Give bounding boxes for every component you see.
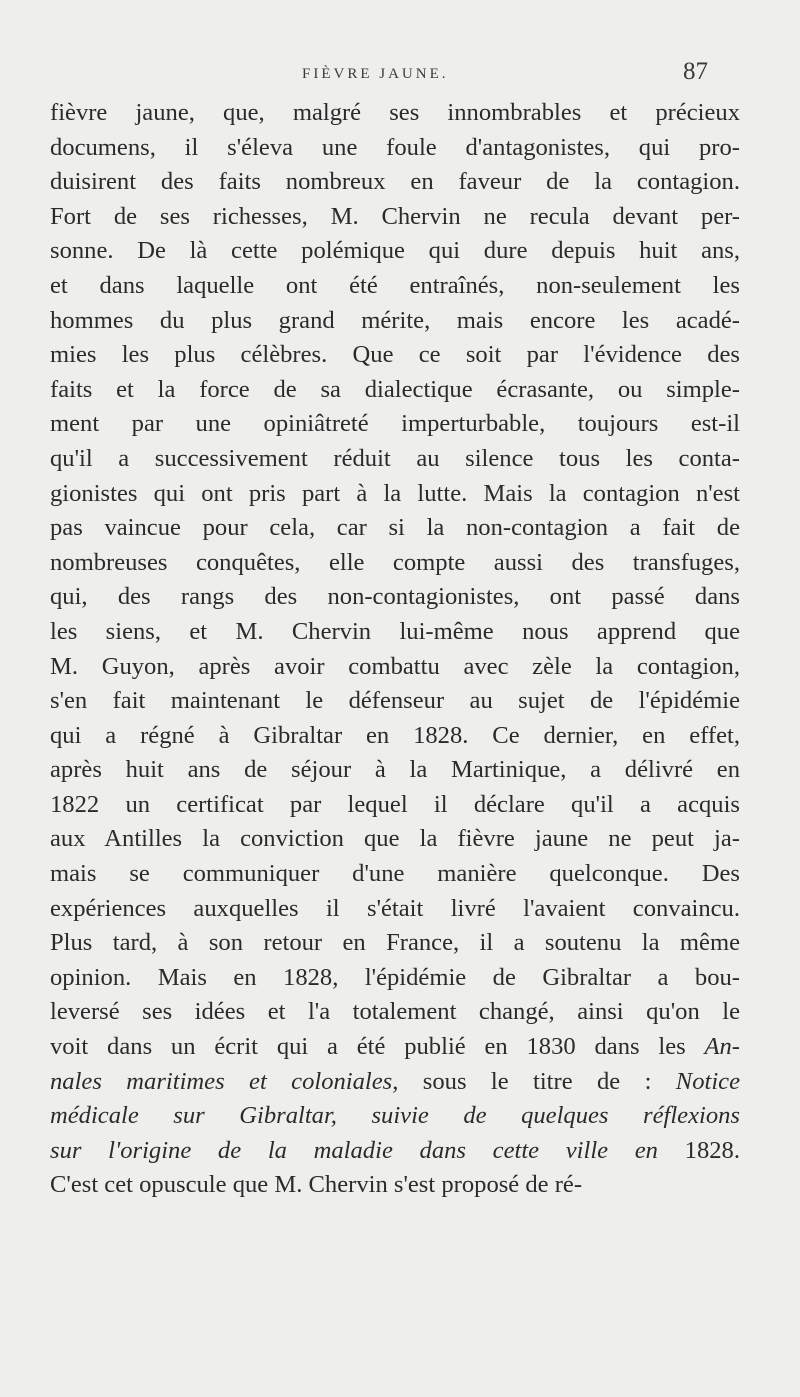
- text-line: leversé ses idées et l'a totalement changé, ainsi qu'on le: [50, 998, 740, 1026]
- text-line: qu'il a successivement réduit au silence tous les conta-: [50, 444, 740, 472]
- text-line: [50, 1065, 740, 1100]
- text-run: 1828.: [657, 1136, 740, 1164]
- italic-text-run: An-: [704, 1033, 740, 1061]
- text-line: Fort de ses richesses, M. Chervin ne recula devant per-: [50, 202, 740, 230]
- text-line: duisirent des faits nombreux en faveur de la contagion.: [50, 168, 740, 196]
- page-header: [0, 58, 800, 90]
- text-line: nombreuses conquêtes, elle compte aussi des transfuges,: [50, 548, 740, 576]
- text-line: M. Guyon, après avoir combattu avec zèle la contagion,: [50, 652, 740, 680]
- text-line: aux Antilles la conviction que la fièvre jaune ne peut ja-: [50, 825, 740, 853]
- text-line: mies les plus célèbres. Que ce soit par l'évidence des: [50, 341, 740, 369]
- text-line: qui, des rangs des non-contagionistes, ont passé dans: [50, 583, 740, 611]
- text-line: documens, il s'éleva une foule d'antagonistes, qui pro-: [50, 133, 740, 161]
- text-line: ment par une opiniâtreté imperturbable, toujours est-il: [50, 410, 740, 438]
- text-line: [50, 1030, 740, 1065]
- text-line: qui a régné à Gibraltar en 1828. Ce dernier, en effet,: [50, 721, 740, 749]
- italic-text-run: nales maritimes et coloniales,: [50, 1067, 399, 1095]
- text-line: hommes du plus grand mérite, mais encore les acadé-: [50, 306, 740, 334]
- text-line: [50, 1099, 740, 1134]
- text-line: C'est cet opuscule que M. Chervin s'est proposé de ré-: [50, 1171, 583, 1199]
- italic-text-run: sur l'origine de la maladie dans cette ville en: [50, 1136, 658, 1164]
- italic-text-run: Notice: [675, 1067, 740, 1095]
- text-line: Plus tard, à son retour en France, il a soutenu la même: [50, 929, 740, 957]
- text-line: mais se communiquer d'une manière quelconque. Des: [50, 860, 740, 888]
- text-run: voit dans un écrit qui a été publié en 1830 dans les: [50, 1033, 705, 1061]
- text-line: les siens, et M. Chervin lui-même nous apprend que: [50, 617, 740, 645]
- text-line: 1822 un certificat par lequel il déclare qu'il a acquis: [50, 790, 740, 818]
- text-line: pas vaincue pour cela, car si la non-contagion a fait de: [50, 514, 740, 542]
- text-line: [50, 1134, 740, 1169]
- text-line: fièvre jaune, que, malgré ses innombrables et précieux: [50, 99, 740, 126]
- text-line: s'en fait maintenant le défenseur au sujet de l'épidémie: [50, 687, 740, 715]
- page-number: 87: [683, 58, 708, 85]
- running-title: FIÈVRE JAUNE.: [302, 66, 449, 82]
- text-line: sonne. De là cette polémique qui dure depuis huit ans,: [50, 237, 740, 265]
- text-line: expériences auxquelles il s'était livré l'avaient convaincu.: [50, 894, 740, 922]
- text-line: après huit ans de séjour à la Martinique, a délivré en: [50, 756, 740, 784]
- text-line: et dans laquelle ont été entraînés, non-seulement les: [50, 271, 740, 299]
- text-line: opinion. Mais en 1828, l'épidémie de Gibraltar a bou-: [50, 963, 740, 991]
- text-line: gionistes qui ont pris part à la lutte. Mais la contagion n'est: [50, 479, 740, 507]
- body-text: [50, 96, 740, 1203]
- text-line: faits et la force de sa dialectique écrasante, ou simple-: [50, 375, 740, 403]
- text-run: sous le titre de :: [398, 1067, 676, 1095]
- italic-text-run: médicale sur Gibraltar, suivie de quelques réflexions: [50, 1102, 740, 1130]
